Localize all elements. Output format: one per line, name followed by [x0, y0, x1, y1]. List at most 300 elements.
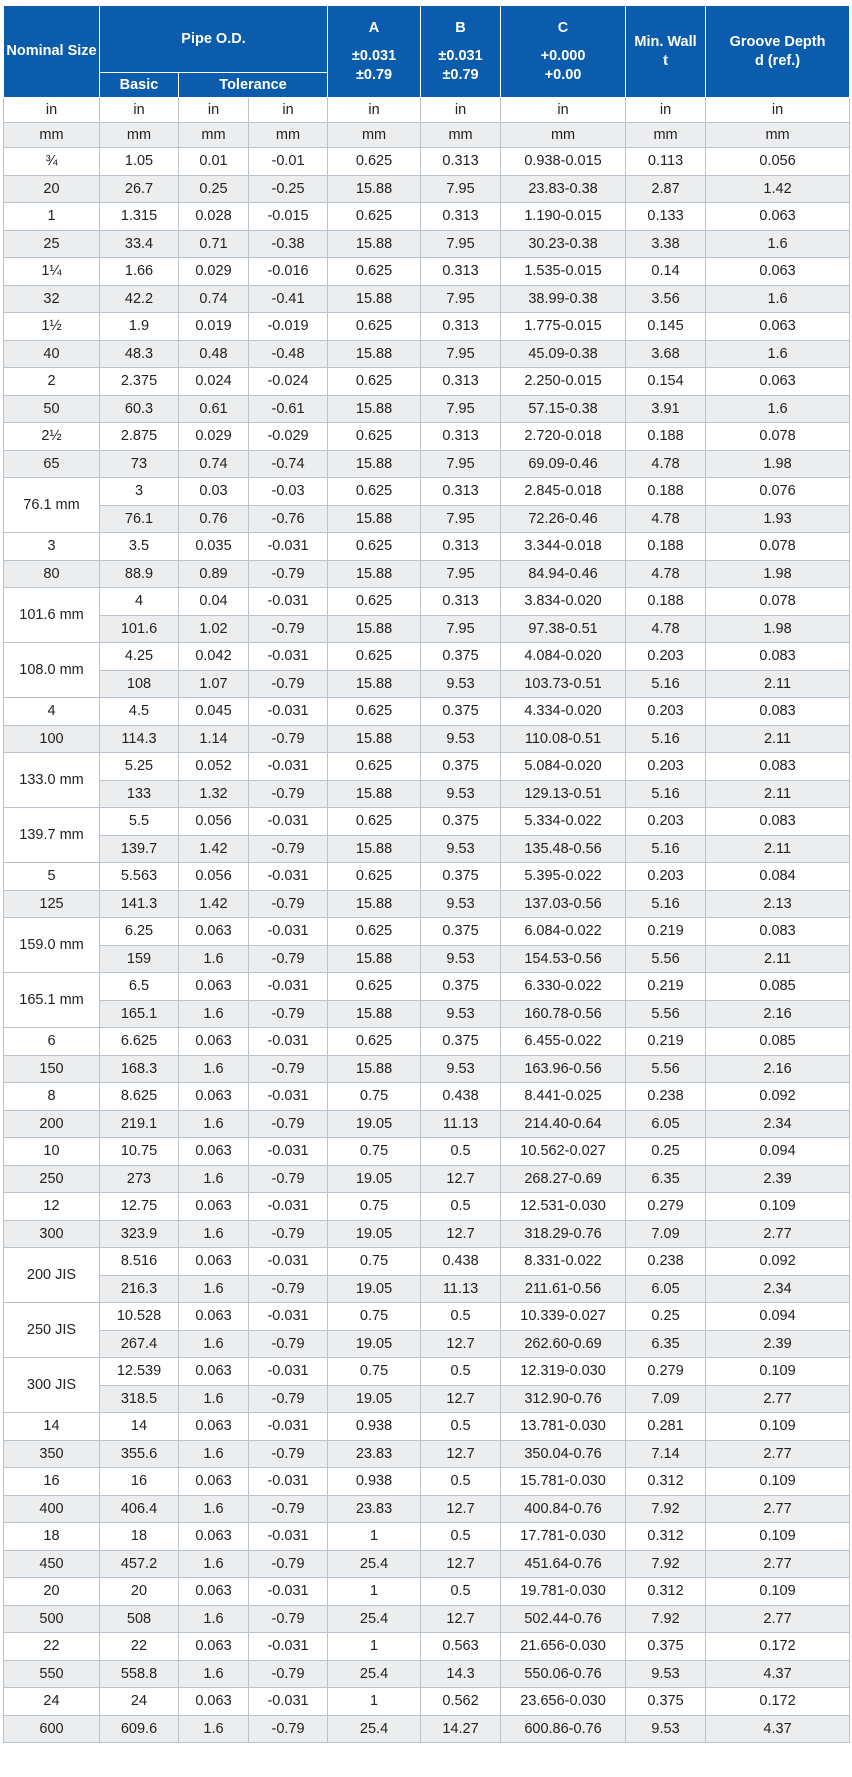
value-cell: 21.656-0.030	[501, 1633, 626, 1661]
value-cell: 1.6	[179, 1165, 249, 1193]
value-cell: 26.7	[100, 175, 179, 203]
value-cell: 9.53	[421, 725, 501, 753]
value-cell: 1	[328, 1633, 421, 1661]
value-cell: 0.203	[626, 643, 706, 671]
value-cell: 15.88	[328, 890, 421, 918]
table-row	[4, 863, 850, 891]
value-cell: 25.4	[328, 1605, 421, 1633]
value-cell: 135.48-0.56	[501, 835, 626, 863]
value-cell: -0.016	[249, 258, 328, 286]
value-cell: 7.95	[421, 230, 501, 258]
table-row	[4, 1660, 850, 1688]
value-cell: 12.319-0.030	[501, 1358, 626, 1386]
value-cell: 163.96-0.56	[501, 1055, 626, 1083]
value-cell: 1.98	[706, 615, 850, 643]
nominal-size-cell: 6	[4, 1028, 100, 1056]
value-cell: 12.7	[421, 1440, 501, 1468]
value-cell: 76.1	[100, 505, 179, 533]
table-row	[4, 1028, 850, 1056]
value-cell: -0.031	[249, 533, 328, 561]
value-cell: -0.031	[249, 698, 328, 726]
value-cell: 14.27	[421, 1715, 501, 1743]
value-cell: 323.9	[100, 1220, 179, 1248]
value-cell: 0.313	[421, 258, 501, 286]
value-cell: 1.6	[179, 1440, 249, 1468]
value-cell: 0.203	[626, 863, 706, 891]
value-cell: 0.313	[421, 478, 501, 506]
value-cell: 5.56	[626, 1000, 706, 1028]
table-row	[4, 698, 850, 726]
value-cell: 1.6	[179, 1605, 249, 1633]
value-cell: 0.063	[179, 1193, 249, 1221]
value-cell: 0.5	[421, 1138, 501, 1166]
value-cell: 0.312	[626, 1468, 706, 1496]
value-cell: 5.084-0.020	[501, 753, 626, 781]
value-cell: 45.09-0.38	[501, 340, 626, 368]
value-cell: 33.4	[100, 230, 179, 258]
value-cell: 0.172	[706, 1633, 850, 1661]
groove-dimensions-table	[3, 5, 850, 1743]
value-cell: 7.95	[421, 395, 501, 423]
value-cell: 0.48	[179, 340, 249, 368]
value-cell: 1.07	[179, 670, 249, 698]
value-cell: 0.5	[421, 1578, 501, 1606]
value-cell: 1.6	[179, 1495, 249, 1523]
table-row	[4, 670, 850, 698]
value-cell: 0.063	[179, 1303, 249, 1331]
nominal-size-cell: 200 JIS	[4, 1248, 100, 1303]
value-cell: 0.063	[179, 1138, 249, 1166]
value-cell: 0.625	[328, 423, 421, 451]
value-cell: 1.6	[179, 1110, 249, 1138]
value-cell: 0.313	[421, 368, 501, 396]
unit-cell: mm	[179, 123, 249, 148]
value-cell: 0.076	[706, 478, 850, 506]
table-row	[4, 1468, 850, 1496]
value-cell: 0.625	[328, 698, 421, 726]
table-row	[4, 368, 850, 396]
value-cell: 4.78	[626, 505, 706, 533]
value-cell: 0.438	[421, 1248, 501, 1276]
value-cell: 8.331-0.022	[501, 1248, 626, 1276]
value-cell: 0.625	[328, 313, 421, 341]
value-cell: 168.3	[100, 1055, 179, 1083]
value-cell: 12.7	[421, 1220, 501, 1248]
value-cell: -0.79	[249, 560, 328, 588]
value-cell: 2.16	[706, 1000, 850, 1028]
value-cell: 9.53	[626, 1660, 706, 1688]
value-cell: 0.375	[421, 698, 501, 726]
value-cell: 1.6	[179, 1550, 249, 1578]
value-cell: 15.88	[328, 505, 421, 533]
value-cell: 101.6	[100, 615, 179, 643]
table-body	[4, 98, 850, 1743]
value-cell: 9.53	[421, 1000, 501, 1028]
value-cell: 3.68	[626, 340, 706, 368]
value-cell: 15.88	[328, 1000, 421, 1028]
table-row	[4, 1220, 850, 1248]
value-cell: 4.25	[100, 643, 179, 671]
value-cell: 12.75	[100, 1193, 179, 1221]
value-cell: -0.74	[249, 450, 328, 478]
value-cell: 141.3	[100, 890, 179, 918]
value-cell: -0.79	[249, 1550, 328, 1578]
value-cell: -0.79	[249, 615, 328, 643]
value-cell: -0.79	[249, 1440, 328, 1468]
value-cell: -0.79	[249, 1000, 328, 1028]
value-cell: 0.078	[706, 533, 850, 561]
value-cell: 5.16	[626, 890, 706, 918]
table-row	[4, 423, 850, 451]
value-cell: 19.05	[328, 1330, 421, 1358]
nominal-size-cell: 150	[4, 1055, 100, 1083]
value-cell: -0.03	[249, 478, 328, 506]
value-cell: 0.313	[421, 423, 501, 451]
unit-cell: in	[249, 98, 328, 123]
value-cell: 318.5	[100, 1385, 179, 1413]
value-cell: 7.95	[421, 615, 501, 643]
b-header: B ±0.031 ±0.79	[421, 6, 501, 98]
value-cell: 0.085	[706, 1028, 850, 1056]
value-cell: 12.7	[421, 1385, 501, 1413]
nominal-size-cell: 450	[4, 1550, 100, 1578]
value-cell: 48.3	[100, 340, 179, 368]
value-cell: 2.875	[100, 423, 179, 451]
value-cell: 1.14	[179, 725, 249, 753]
value-cell: 1.32	[179, 780, 249, 808]
value-cell: 0.219	[626, 1028, 706, 1056]
value-cell: 0.279	[626, 1193, 706, 1221]
value-cell: 23.83	[328, 1440, 421, 1468]
value-cell: 2.34	[706, 1275, 850, 1303]
value-cell: 5.25	[100, 753, 179, 781]
value-cell: 7.09	[626, 1220, 706, 1248]
value-cell: 5.16	[626, 670, 706, 698]
table-row	[4, 175, 850, 203]
value-cell: 0.056	[179, 863, 249, 891]
value-cell: 0.133	[626, 203, 706, 231]
value-cell: 1.42	[179, 835, 249, 863]
value-cell: 0.063	[179, 1358, 249, 1386]
value-cell: -0.031	[249, 1248, 328, 1276]
value-cell: 0.5	[421, 1358, 501, 1386]
table-row	[4, 1605, 850, 1633]
value-cell: -0.031	[249, 1138, 328, 1166]
table-row	[4, 835, 850, 863]
unit-cell: mm	[626, 123, 706, 148]
nominal-size-cell: 14	[4, 1413, 100, 1441]
value-cell: 9.53	[421, 1055, 501, 1083]
value-cell: 0.219	[626, 918, 706, 946]
value-cell: 19.05	[328, 1220, 421, 1248]
value-cell: -0.48	[249, 340, 328, 368]
value-cell: 1.02	[179, 615, 249, 643]
value-cell: 0.203	[626, 808, 706, 836]
value-cell: 0.375	[421, 753, 501, 781]
value-cell: 0.063	[179, 973, 249, 1001]
value-cell: 216.3	[100, 1275, 179, 1303]
value-cell: 1.42	[706, 175, 850, 203]
value-cell: 57.15-0.38	[501, 395, 626, 423]
nominal-size-cell: 80	[4, 560, 100, 588]
value-cell: 262.60-0.69	[501, 1330, 626, 1358]
value-cell: 7.95	[421, 505, 501, 533]
value-cell: 0.145	[626, 313, 706, 341]
table-row	[4, 1275, 850, 1303]
value-cell: 0.312	[626, 1523, 706, 1551]
value-cell: 0.14	[626, 258, 706, 286]
unit-cell: in	[501, 98, 626, 123]
value-cell: 5.334-0.022	[501, 808, 626, 836]
value-cell: 1.6	[706, 230, 850, 258]
value-cell: 2.77	[706, 1495, 850, 1523]
value-cell: 406.4	[100, 1495, 179, 1523]
value-cell: 0.5	[421, 1468, 501, 1496]
value-cell: -0.79	[249, 945, 328, 973]
value-cell: 19.05	[328, 1275, 421, 1303]
value-cell: 0.625	[328, 753, 421, 781]
value-cell: 12.7	[421, 1495, 501, 1523]
value-cell: 0.203	[626, 698, 706, 726]
nominal-size-cell: 2	[4, 368, 100, 396]
value-cell: 0.03	[179, 478, 249, 506]
table-row	[4, 285, 850, 313]
value-cell: 15.88	[328, 340, 421, 368]
unit-cell: in	[626, 98, 706, 123]
table-row	[4, 1138, 850, 1166]
value-cell: 5.395-0.022	[501, 863, 626, 891]
value-cell: 0.109	[706, 1413, 850, 1441]
table-row	[4, 1495, 850, 1523]
value-cell: 7.95	[421, 560, 501, 588]
value-cell: -0.031	[249, 1468, 328, 1496]
value-cell: -0.79	[249, 725, 328, 753]
value-cell: 6.5	[100, 973, 179, 1001]
value-cell: 0.938-0.015	[501, 148, 626, 176]
value-cell: 9.53	[421, 945, 501, 973]
nominal-size-cell: 12	[4, 1193, 100, 1221]
value-cell: 25.4	[328, 1715, 421, 1743]
value-cell: 1	[328, 1688, 421, 1716]
value-cell: 14.3	[421, 1660, 501, 1688]
value-cell: -0.79	[249, 1275, 328, 1303]
value-cell: 0.25	[626, 1303, 706, 1331]
value-cell: 12.531-0.030	[501, 1193, 626, 1221]
value-cell: 0.5	[421, 1413, 501, 1441]
value-cell: 137.03-0.56	[501, 890, 626, 918]
value-cell: 2.87	[626, 175, 706, 203]
value-cell: 502.44-0.76	[501, 1605, 626, 1633]
pipe-od-header: Pipe O.D.	[100, 6, 328, 73]
value-cell: 15.88	[328, 615, 421, 643]
value-cell: -0.031	[249, 1028, 328, 1056]
value-cell: 16	[100, 1468, 179, 1496]
value-cell: 15.88	[328, 450, 421, 478]
value-cell: 4.5	[100, 698, 179, 726]
value-cell: -0.61	[249, 395, 328, 423]
table-row	[4, 643, 850, 671]
nominal-size-cell: 1¼	[4, 258, 100, 286]
value-cell: 17.781-0.030	[501, 1523, 626, 1551]
value-cell: 7.14	[626, 1440, 706, 1468]
value-cell: 0.084	[706, 863, 850, 891]
value-cell: 42.2	[100, 285, 179, 313]
value-cell: 4.78	[626, 560, 706, 588]
value-cell: -0.031	[249, 1523, 328, 1551]
value-cell: 1.6	[179, 1055, 249, 1083]
value-cell: 600.86-0.76	[501, 1715, 626, 1743]
nominal-size-cell: 50	[4, 395, 100, 423]
value-cell: 108	[100, 670, 179, 698]
table-row	[4, 753, 850, 781]
unit-cell: mm	[501, 123, 626, 148]
value-cell: 0.056	[706, 148, 850, 176]
value-cell: 0.625	[328, 808, 421, 836]
value-cell: 133	[100, 780, 179, 808]
value-cell: 0.5	[421, 1193, 501, 1221]
value-cell: 0.238	[626, 1248, 706, 1276]
value-cell: 0.056	[179, 808, 249, 836]
value-cell: 2.11	[706, 670, 850, 698]
unit-cell: in	[706, 98, 850, 123]
nominal-size-cell: 550	[4, 1660, 100, 1688]
value-cell: 318.29-0.76	[501, 1220, 626, 1248]
value-cell: 1.42	[179, 890, 249, 918]
table-row	[4, 588, 850, 616]
value-cell: 3.56	[626, 285, 706, 313]
value-cell: 0.625	[328, 258, 421, 286]
value-cell: 0.063	[706, 368, 850, 396]
table-row	[4, 1083, 850, 1111]
value-cell: 9.53	[421, 890, 501, 918]
unit-cell: mm	[328, 123, 421, 148]
value-cell: 0.063	[179, 1413, 249, 1441]
value-cell: -0.79	[249, 1220, 328, 1248]
value-cell: 0.052	[179, 753, 249, 781]
value-cell: 97.38-0.51	[501, 615, 626, 643]
value-cell: 8.441-0.025	[501, 1083, 626, 1111]
value-cell: -0.031	[249, 1413, 328, 1441]
table-row	[4, 1633, 850, 1661]
value-cell: 0.313	[421, 533, 501, 561]
value-cell: 4	[100, 588, 179, 616]
value-cell: 0.281	[626, 1413, 706, 1441]
unit-cell: mm	[706, 123, 850, 148]
table-row	[4, 1550, 850, 1578]
value-cell: 11.13	[421, 1275, 501, 1303]
value-cell: 0.063	[179, 1688, 249, 1716]
value-cell: 20	[100, 1578, 179, 1606]
value-cell: -0.79	[249, 1605, 328, 1633]
value-cell: 214.40-0.64	[501, 1110, 626, 1138]
value-cell: 38.99-0.38	[501, 285, 626, 313]
nominal-size-cell: 108.0 mm	[4, 643, 100, 698]
value-cell: 0.625	[328, 203, 421, 231]
value-cell: 2.77	[706, 1385, 850, 1413]
value-cell: 0.375	[626, 1688, 706, 1716]
value-cell: 5.16	[626, 725, 706, 753]
value-cell: -0.031	[249, 1358, 328, 1386]
value-cell: 0.74	[179, 450, 249, 478]
value-cell: 9.53	[421, 780, 501, 808]
value-cell: 0.063	[706, 203, 850, 231]
groove-depth-header: Groove Depth d (ref.)	[706, 6, 850, 98]
value-cell: 15.88	[328, 395, 421, 423]
value-cell: 1.190-0.015	[501, 203, 626, 231]
value-cell: 0.375	[421, 973, 501, 1001]
value-cell: 0.109	[706, 1358, 850, 1386]
table-row	[4, 1358, 850, 1386]
value-cell: 18	[100, 1523, 179, 1551]
value-cell: 0.063	[179, 1248, 249, 1276]
value-cell: 15.88	[328, 175, 421, 203]
spec-table-container	[3, 5, 849, 1743]
value-cell: 0.625	[328, 588, 421, 616]
nominal-size-cell: 400	[4, 1495, 100, 1523]
value-cell: 0.71	[179, 230, 249, 258]
value-cell: 2.11	[706, 780, 850, 808]
value-cell: 7.92	[626, 1495, 706, 1523]
value-cell: 0.625	[328, 918, 421, 946]
value-cell: 0.188	[626, 533, 706, 561]
value-cell: 0.562	[421, 1688, 501, 1716]
value-cell: 15.88	[328, 560, 421, 588]
nominal-size-cell: 40	[4, 340, 100, 368]
value-cell: 1.9	[100, 313, 179, 341]
value-cell: 0.75	[328, 1358, 421, 1386]
table-row	[4, 478, 850, 506]
table-row	[4, 1688, 850, 1716]
value-cell: 0.938	[328, 1468, 421, 1496]
value-cell: 30.23-0.38	[501, 230, 626, 258]
value-cell: 0.279	[626, 1358, 706, 1386]
value-cell: 6.05	[626, 1110, 706, 1138]
value-cell: 508	[100, 1605, 179, 1633]
value-cell: -0.38	[249, 230, 328, 258]
value-cell: 550.06-0.76	[501, 1660, 626, 1688]
value-cell: 1.66	[100, 258, 179, 286]
value-cell: 2.720-0.018	[501, 423, 626, 451]
table-row	[4, 203, 850, 231]
value-cell: -0.79	[249, 1495, 328, 1523]
value-cell: 23.83	[328, 1495, 421, 1523]
table-row	[4, 340, 850, 368]
nominal-size-cell: 65	[4, 450, 100, 478]
value-cell: 15.88	[328, 780, 421, 808]
value-cell: 451.64-0.76	[501, 1550, 626, 1578]
nominal-size-cell: 5	[4, 863, 100, 891]
value-cell: 1.535-0.015	[501, 258, 626, 286]
value-cell: 7.95	[421, 450, 501, 478]
unit-cell: in	[100, 98, 179, 123]
value-cell: 0.75	[328, 1138, 421, 1166]
value-cell: 6.330-0.022	[501, 973, 626, 1001]
value-cell: 0.063	[179, 1028, 249, 1056]
unit-cell: mm	[100, 123, 179, 148]
nominal-size-cell: 139.7 mm	[4, 808, 100, 863]
value-cell: 15.88	[328, 835, 421, 863]
value-cell: 350.04-0.76	[501, 1440, 626, 1468]
table-row	[4, 1193, 850, 1221]
nominal-size-cell: 18	[4, 1523, 100, 1551]
value-cell: 5.16	[626, 835, 706, 863]
value-cell: 355.6	[100, 1440, 179, 1468]
value-cell: 0.063	[179, 1523, 249, 1551]
table-row	[4, 615, 850, 643]
value-cell: 10.75	[100, 1138, 179, 1166]
value-cell: -0.79	[249, 1330, 328, 1358]
value-cell: 2.13	[706, 890, 850, 918]
